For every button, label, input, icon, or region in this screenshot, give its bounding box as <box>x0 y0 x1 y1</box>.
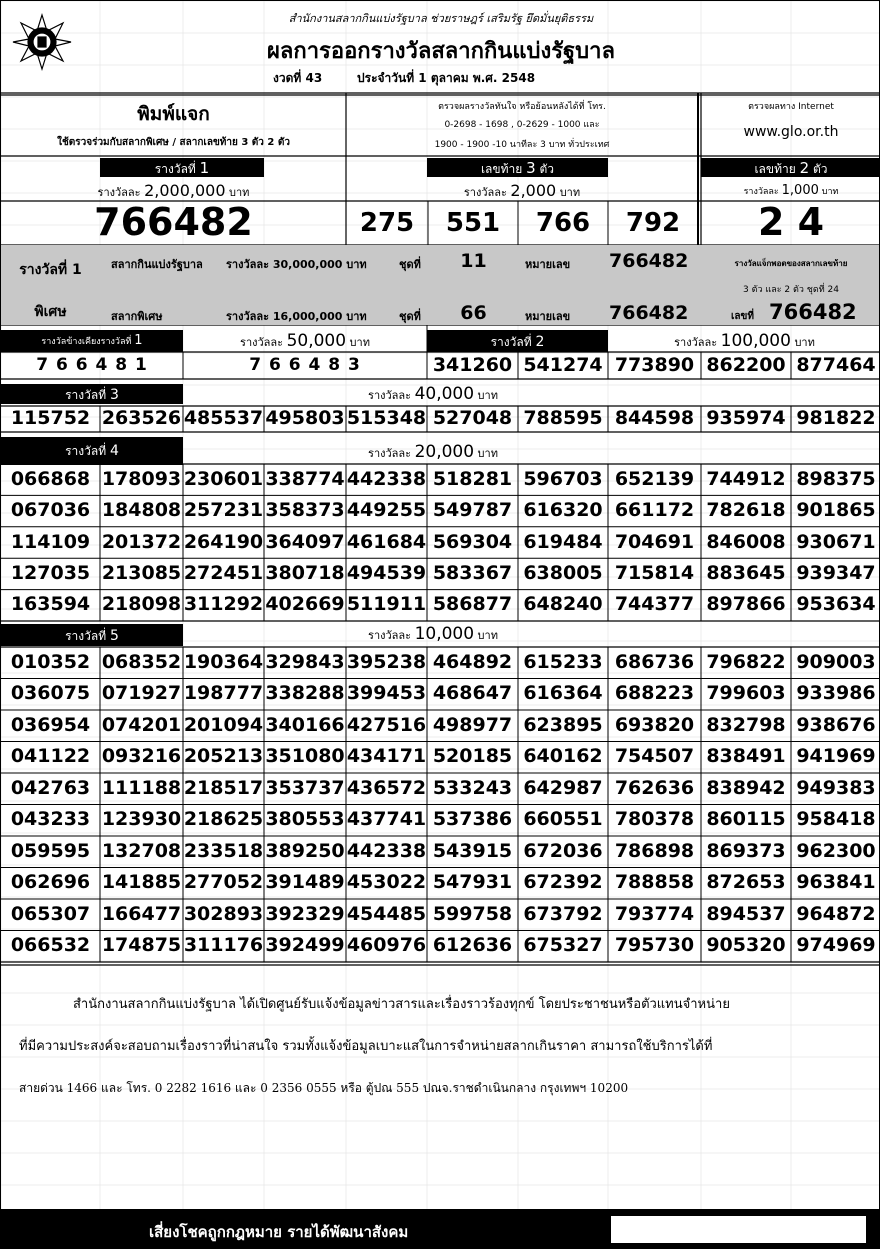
prize5-header <box>1 624 183 646</box>
prize-number: 762636 <box>614 776 695 799</box>
special-row1-name: สลากกินแบ่งรัฐบาล <box>111 258 203 271</box>
prize-number: 066532 <box>10 934 91 957</box>
prize-number: 380718 <box>265 561 345 584</box>
jackpot-line-1: รางวัลแจ็กพอตของสลากเลขท้าย <box>734 259 848 268</box>
print-subtitle: ใช้ตรวจร่วมกับสลากพิเศษ / สลากเลขท้าย 3 ตัว 2 ตัว <box>57 137 290 148</box>
prize-number: 198777 <box>183 682 264 705</box>
prize-number: 464892 <box>432 650 513 673</box>
last3-amount: รางวัลละ 2,000 บาท <box>463 181 581 200</box>
prize-number: 041122 <box>10 745 91 768</box>
prize-number: 537386 <box>432 808 513 831</box>
prize-number: 123930 <box>101 808 182 831</box>
prize-number: 860115 <box>706 808 786 831</box>
prize-number: 964872 <box>796 902 876 925</box>
print-title: พิมพ์แจก <box>137 103 210 125</box>
special-row1-set-label: ชุดที่ <box>399 258 421 271</box>
near-amount: รางวัลละ 50,000 บาท <box>240 331 370 351</box>
prize-number: 844598 <box>614 407 695 429</box>
special-label-top: รางวัลที่ 1 <box>19 262 82 278</box>
prize-number: 218625 <box>183 808 264 831</box>
prize-number: 862200 <box>706 353 786 376</box>
prize-number: 569304 <box>432 530 513 553</box>
prize-number: 796822 <box>706 650 786 673</box>
prize-number: 498977 <box>432 713 513 736</box>
jackpot-number: 766482 <box>769 300 857 324</box>
last2-num: 2 <box>799 159 810 177</box>
prize-number: 449255 <box>346 499 427 522</box>
website-link[interactable]: www.glo.or.th <box>743 124 839 140</box>
last2-number: 2 4 <box>757 200 825 244</box>
prize-number: 341260 <box>432 353 513 376</box>
prize-number: 583367 <box>432 561 513 584</box>
prize-number: 213085 <box>101 561 182 584</box>
prize-number: 786898 <box>614 839 695 862</box>
prize-number: 263526 <box>101 407 182 429</box>
prize-number: 648240 <box>523 593 603 616</box>
prize-number: 272451 <box>183 561 264 584</box>
last2-header <box>701 158 880 177</box>
phone-line-2: 0-2698 - 1698 , 0-2629 - 1000 และ <box>444 120 600 130</box>
prize-number: 652139 <box>614 467 695 490</box>
prize-number: 454485 <box>346 902 427 925</box>
prize-number: 958418 <box>796 808 876 831</box>
prize-number: 898375 <box>796 467 876 490</box>
prize-number: 788595 <box>523 407 603 429</box>
prize-number: 616320 <box>523 499 603 522</box>
prize-number: 166477 <box>101 902 182 925</box>
prize-number: 174875 <box>101 934 182 957</box>
prize-number: 754507 <box>614 745 695 768</box>
notice-line-2: ที่มีความประสงค์จะสอบถามเรื่องราวที่น่าสนใจ รวมทั้งแจ้งข้อมูลเบาะแสในการจำหน่ายสลากเกินราคา สามารถใช้บริการได้ที่ <box>19 1039 713 1054</box>
special-row2-amount: รางวัลละ 16,000,000 บาท <box>226 310 367 323</box>
office-motto: สำนักงานสลากกินแบ่งรัฐบาล ช่วยราษฎร์ เสริมรัฐ ยึดมั่นยุติธรรม <box>288 12 594 25</box>
prize-number: 190364 <box>183 650 264 673</box>
prize-number: 218517 <box>183 776 264 799</box>
prize3-num: 3 <box>109 387 119 403</box>
prize-number: 460976 <box>346 934 427 957</box>
prize-number: 205213 <box>183 745 264 768</box>
prize4-amount: รางวัลละ 20,000 บาท <box>368 442 498 462</box>
prize-number: 233518 <box>183 839 264 862</box>
prize-number: 586877 <box>432 593 513 616</box>
special-row2-no-label: หมายเลข <box>525 310 571 323</box>
prize-number: 494539 <box>346 561 427 584</box>
prize-number: 436572 <box>346 776 427 799</box>
prize-number: 402669 <box>265 593 345 616</box>
prize-number: 437741 <box>346 808 427 831</box>
prize-number: 832798 <box>706 713 786 736</box>
prize-number: 093216 <box>101 745 182 768</box>
prize-number: 311292 <box>183 593 264 616</box>
prize-number: 311176 <box>183 934 264 957</box>
prize-number: 201094 <box>183 713 264 736</box>
prize-number: 549787 <box>432 499 513 522</box>
prize-number: 905320 <box>706 934 786 957</box>
prize-number: 163594 <box>10 593 91 616</box>
near-number: 7 6 6 4 8 3 <box>249 355 361 375</box>
prize-number: 358373 <box>265 499 345 522</box>
prize-number: 838491 <box>706 745 786 768</box>
prize-number: 453022 <box>346 871 427 894</box>
prize-number: 395238 <box>346 650 427 673</box>
prize-number: 897866 <box>706 593 786 616</box>
special-row1-set: 11 <box>460 250 487 272</box>
last3-number: 792 <box>625 208 681 238</box>
prize-number: 596703 <box>523 467 603 490</box>
prize-number: 036075 <box>10 682 91 705</box>
prize4-num: 4 <box>109 443 119 459</box>
prize-number: 619484 <box>523 530 603 553</box>
prize-number: 981822 <box>796 407 876 429</box>
prize-number: 704691 <box>614 530 695 553</box>
prize3-amount: รางวัลละ 40,000 บาท <box>368 384 498 404</box>
prize-number: 071927 <box>101 682 182 705</box>
prize-number: 963841 <box>796 871 876 894</box>
last3-suffix: ตัว <box>539 162 555 176</box>
notice-line-3: สายด่วน 1466 และ โทร. 0 2282 1616 และ 0 2356 0555 หรือ ตู้ปณ 555 ปณจ.ราชดำเนินกลาง กรุงเทพฯ 10200 <box>19 1081 629 1095</box>
page-title: ผลการออกรางวัลสลากกินแบ่งรัฐบาล <box>267 39 615 64</box>
prize-number: 788858 <box>614 871 695 894</box>
special-row2-set: 66 <box>460 302 487 324</box>
prize-number: 869373 <box>706 839 786 862</box>
prize-number: 675327 <box>523 934 603 957</box>
prize-number: 230601 <box>183 467 264 490</box>
prize2-num: 2 <box>535 334 545 350</box>
last3-header <box>427 158 608 177</box>
prize-number: 468647 <box>432 682 513 705</box>
prize-number: 941969 <box>796 745 876 768</box>
prize-number: 744912 <box>706 467 786 490</box>
prize-number: 114109 <box>10 530 91 553</box>
phone-line-1: ตรวจผลรางวัลทันใจ หรือย้อนหลังได้ที่ โทร. <box>438 102 606 112</box>
prize-number: 380553 <box>265 808 345 831</box>
prize-number: 939347 <box>796 561 876 584</box>
prize-number: 872653 <box>706 871 786 894</box>
prize-number: 661172 <box>614 499 695 522</box>
prize-number: 043233 <box>10 808 91 831</box>
prize-number: 399453 <box>346 682 427 705</box>
prize-number: 340166 <box>265 713 345 736</box>
prize-number: 264190 <box>183 530 264 553</box>
footer-blank-box <box>611 1216 866 1243</box>
prize-number: 277052 <box>183 871 264 894</box>
near-number: 7 6 6 4 8 1 <box>36 355 148 375</box>
prize-number: 066868 <box>10 467 91 490</box>
prize-number: 638005 <box>523 561 603 584</box>
prize-number: 672036 <box>523 839 603 862</box>
prize-number: 434171 <box>346 745 427 768</box>
prize-number: 218098 <box>101 593 182 616</box>
prize-number: 599758 <box>432 902 513 925</box>
prize-number: 838942 <box>706 776 786 799</box>
last2-label: เลขท้าย <box>754 162 796 176</box>
prize2-header <box>427 330 608 352</box>
prize-number: 392329 <box>265 902 345 925</box>
prize-number: 930671 <box>796 530 876 553</box>
prize-number: 520185 <box>432 745 513 768</box>
prize-number: 894537 <box>706 902 786 925</box>
prize-number: 184808 <box>101 499 182 522</box>
last3-number: 766 <box>535 208 591 238</box>
near-label: รางวัลข้างเคียงรางวัลที่ <box>41 337 132 347</box>
prize-number: 391489 <box>265 871 345 894</box>
prize-number: 715814 <box>614 561 695 584</box>
prize2-amount: รางวัลละ 100,000 บาท <box>674 331 815 351</box>
prize-number: 935974 <box>706 407 786 429</box>
prize-number: 672392 <box>523 871 603 894</box>
prize4-header <box>1 437 183 465</box>
prize-number: 389250 <box>265 839 345 862</box>
prize-number: 615233 <box>523 650 603 673</box>
notice-line-1: สำนักงานสลากกินแบ่งรัฐบาล ได้เปิดศูนย์รับแจ้งข้อมูลข่าวสารและเรื่องราวร้องทุกข์ โดยประชาชนหรือตัวแทนจำหน่าย <box>73 997 730 1012</box>
prize-number: 938676 <box>796 713 876 736</box>
prize-number: 642987 <box>523 776 603 799</box>
prize-number: 686736 <box>614 650 695 673</box>
prize-number: 068352 <box>101 650 182 673</box>
last3-num: 3 <box>526 159 536 177</box>
prize-number: 909003 <box>796 650 876 673</box>
prize-number: 178093 <box>101 467 182 490</box>
prize-number: 799603 <box>706 682 786 705</box>
prize-number: 773890 <box>614 353 695 376</box>
prize-number: 793774 <box>614 902 695 925</box>
prize-number: 329843 <box>265 650 345 673</box>
prize-number: 953634 <box>796 593 876 616</box>
prize-number: 442338 <box>346 839 427 862</box>
prize-number: 511911 <box>346 593 427 616</box>
prize-number: 067036 <box>10 499 91 522</box>
prize-number: 141885 <box>101 871 182 894</box>
prize-number: 782618 <box>706 499 786 522</box>
prize5-label: รางวัลที่ <box>65 629 107 643</box>
prize1-header <box>100 158 264 177</box>
special-row1-no-label: หมายเลข <box>525 258 571 271</box>
prize3-label: รางวัลที่ <box>65 388 107 402</box>
prize-number: 302893 <box>183 902 264 925</box>
prize-number: 949383 <box>796 776 876 799</box>
special-row2-set-label: ชุดที่ <box>399 310 421 323</box>
last3-number: 275 <box>359 208 415 238</box>
prize-number: 364097 <box>265 530 345 553</box>
prize-number: 074201 <box>101 713 182 736</box>
prize-number: 485537 <box>183 407 264 429</box>
prize1-label: รางวัลที่ <box>154 162 196 176</box>
prize-number: 353737 <box>265 776 345 799</box>
prize-number: 527048 <box>432 407 513 429</box>
prize-number: 518281 <box>432 467 513 490</box>
special-label-bottom: พิเศษ <box>34 304 67 320</box>
prize-number: 623895 <box>523 713 603 736</box>
last2-amount: รางวัลละ 1,000 บาท <box>743 183 839 198</box>
prize4-label: รางวัลที่ <box>65 444 107 458</box>
prize-number: 132708 <box>101 839 182 862</box>
prize-number: 495803 <box>265 407 345 429</box>
special-row1-amount: รางวัลละ 30,000,000 บาท <box>226 258 367 271</box>
prize-number: 660551 <box>523 808 603 831</box>
prize-number: 127035 <box>10 561 91 584</box>
prize-number: 543915 <box>432 839 513 862</box>
prize-number: 877464 <box>796 353 876 376</box>
prize-number: 115752 <box>10 407 91 429</box>
prize-number: 795730 <box>614 934 695 957</box>
jackpot-line-2: 3 ตัว และ 2 ตัว ชุดที่ 24 <box>743 285 839 295</box>
last2-suffix: ตัว <box>813 162 828 176</box>
near-prize-header <box>1 330 183 352</box>
prize-number: 846008 <box>706 530 786 553</box>
prize-number: 338774 <box>265 467 345 490</box>
prize-number: 673792 <box>523 902 603 925</box>
jackpot-no-label: เลขที่ <box>731 311 754 322</box>
prize-number: 111188 <box>101 776 182 799</box>
emblem-logo <box>11 13 73 71</box>
prize-number: 461684 <box>346 530 427 553</box>
prize-number: 612636 <box>432 934 513 957</box>
prize-number: 257231 <box>183 499 264 522</box>
footer-bar <box>1 1209 880 1249</box>
prize-number: 541274 <box>523 353 603 376</box>
prize-number: 962300 <box>796 839 876 862</box>
prize-number: 062696 <box>10 871 91 894</box>
draw-date: ประจำวันที่ 1 ตุลาคม พ.ศ. 2548 <box>357 71 536 85</box>
prize-number: 883645 <box>706 561 786 584</box>
prize5-amount: รางวัลละ 10,000 บาท <box>368 624 498 644</box>
prize-number: 442338 <box>346 467 427 490</box>
prize2-label: รางวัลที่ <box>490 335 532 349</box>
prize-number: 974969 <box>796 934 876 957</box>
prize1-amount: รางวัลละ 2,000,000 บาท <box>97 181 250 200</box>
prize-number: 515348 <box>346 407 427 429</box>
prize-number: 010352 <box>10 650 91 673</box>
prize-number: 042763 <box>10 776 91 799</box>
prize-number: 338288 <box>265 682 345 705</box>
prize-number: 693820 <box>614 713 695 736</box>
special-row2-number: 766482 <box>609 302 689 324</box>
prize-number: 547931 <box>432 871 513 894</box>
prize-number: 427516 <box>346 713 427 736</box>
prize1-num: 1 <box>199 159 210 177</box>
prize-number: 616364 <box>523 682 603 705</box>
prize1-number: 766482 <box>94 200 253 244</box>
prize-number: 201372 <box>101 530 182 553</box>
prize-number: 036954 <box>10 713 91 736</box>
prize-number: 640162 <box>523 745 603 768</box>
prize-number: 059595 <box>10 839 91 862</box>
draw-number: งวดที่ 43 <box>273 71 323 85</box>
phone-line-3: 1900 - 1900 -10 นาทีละ 3 บาท ทั่วประเทศ <box>434 140 610 150</box>
prize-number: 065307 <box>10 902 91 925</box>
prize-number: 933986 <box>796 682 876 705</box>
prize-number: 901865 <box>796 499 876 522</box>
near-num: 1 <box>134 333 143 348</box>
prize5-num: 5 <box>109 628 119 644</box>
prize-number: 744377 <box>614 593 695 616</box>
footer-slogan: เสี่ยงโชคถูกกฎหมาย รายได้พัฒนาสังคม <box>149 1223 409 1241</box>
internet-label: ตรวจผลทาง Internet <box>748 102 834 112</box>
last3-number: 551 <box>445 208 501 238</box>
prize-number: 688223 <box>614 682 695 705</box>
prize3-header <box>1 384 183 404</box>
prize-number: 780378 <box>614 808 695 831</box>
special-row2-name: สลากพิเศษ <box>111 310 163 323</box>
special-row1-number: 766482 <box>609 250 689 272</box>
last3-label: เลขท้าย <box>480 162 523 176</box>
prize-number: 392499 <box>265 934 345 957</box>
prize-number: 533243 <box>432 776 513 799</box>
prize-number: 351080 <box>265 745 345 768</box>
